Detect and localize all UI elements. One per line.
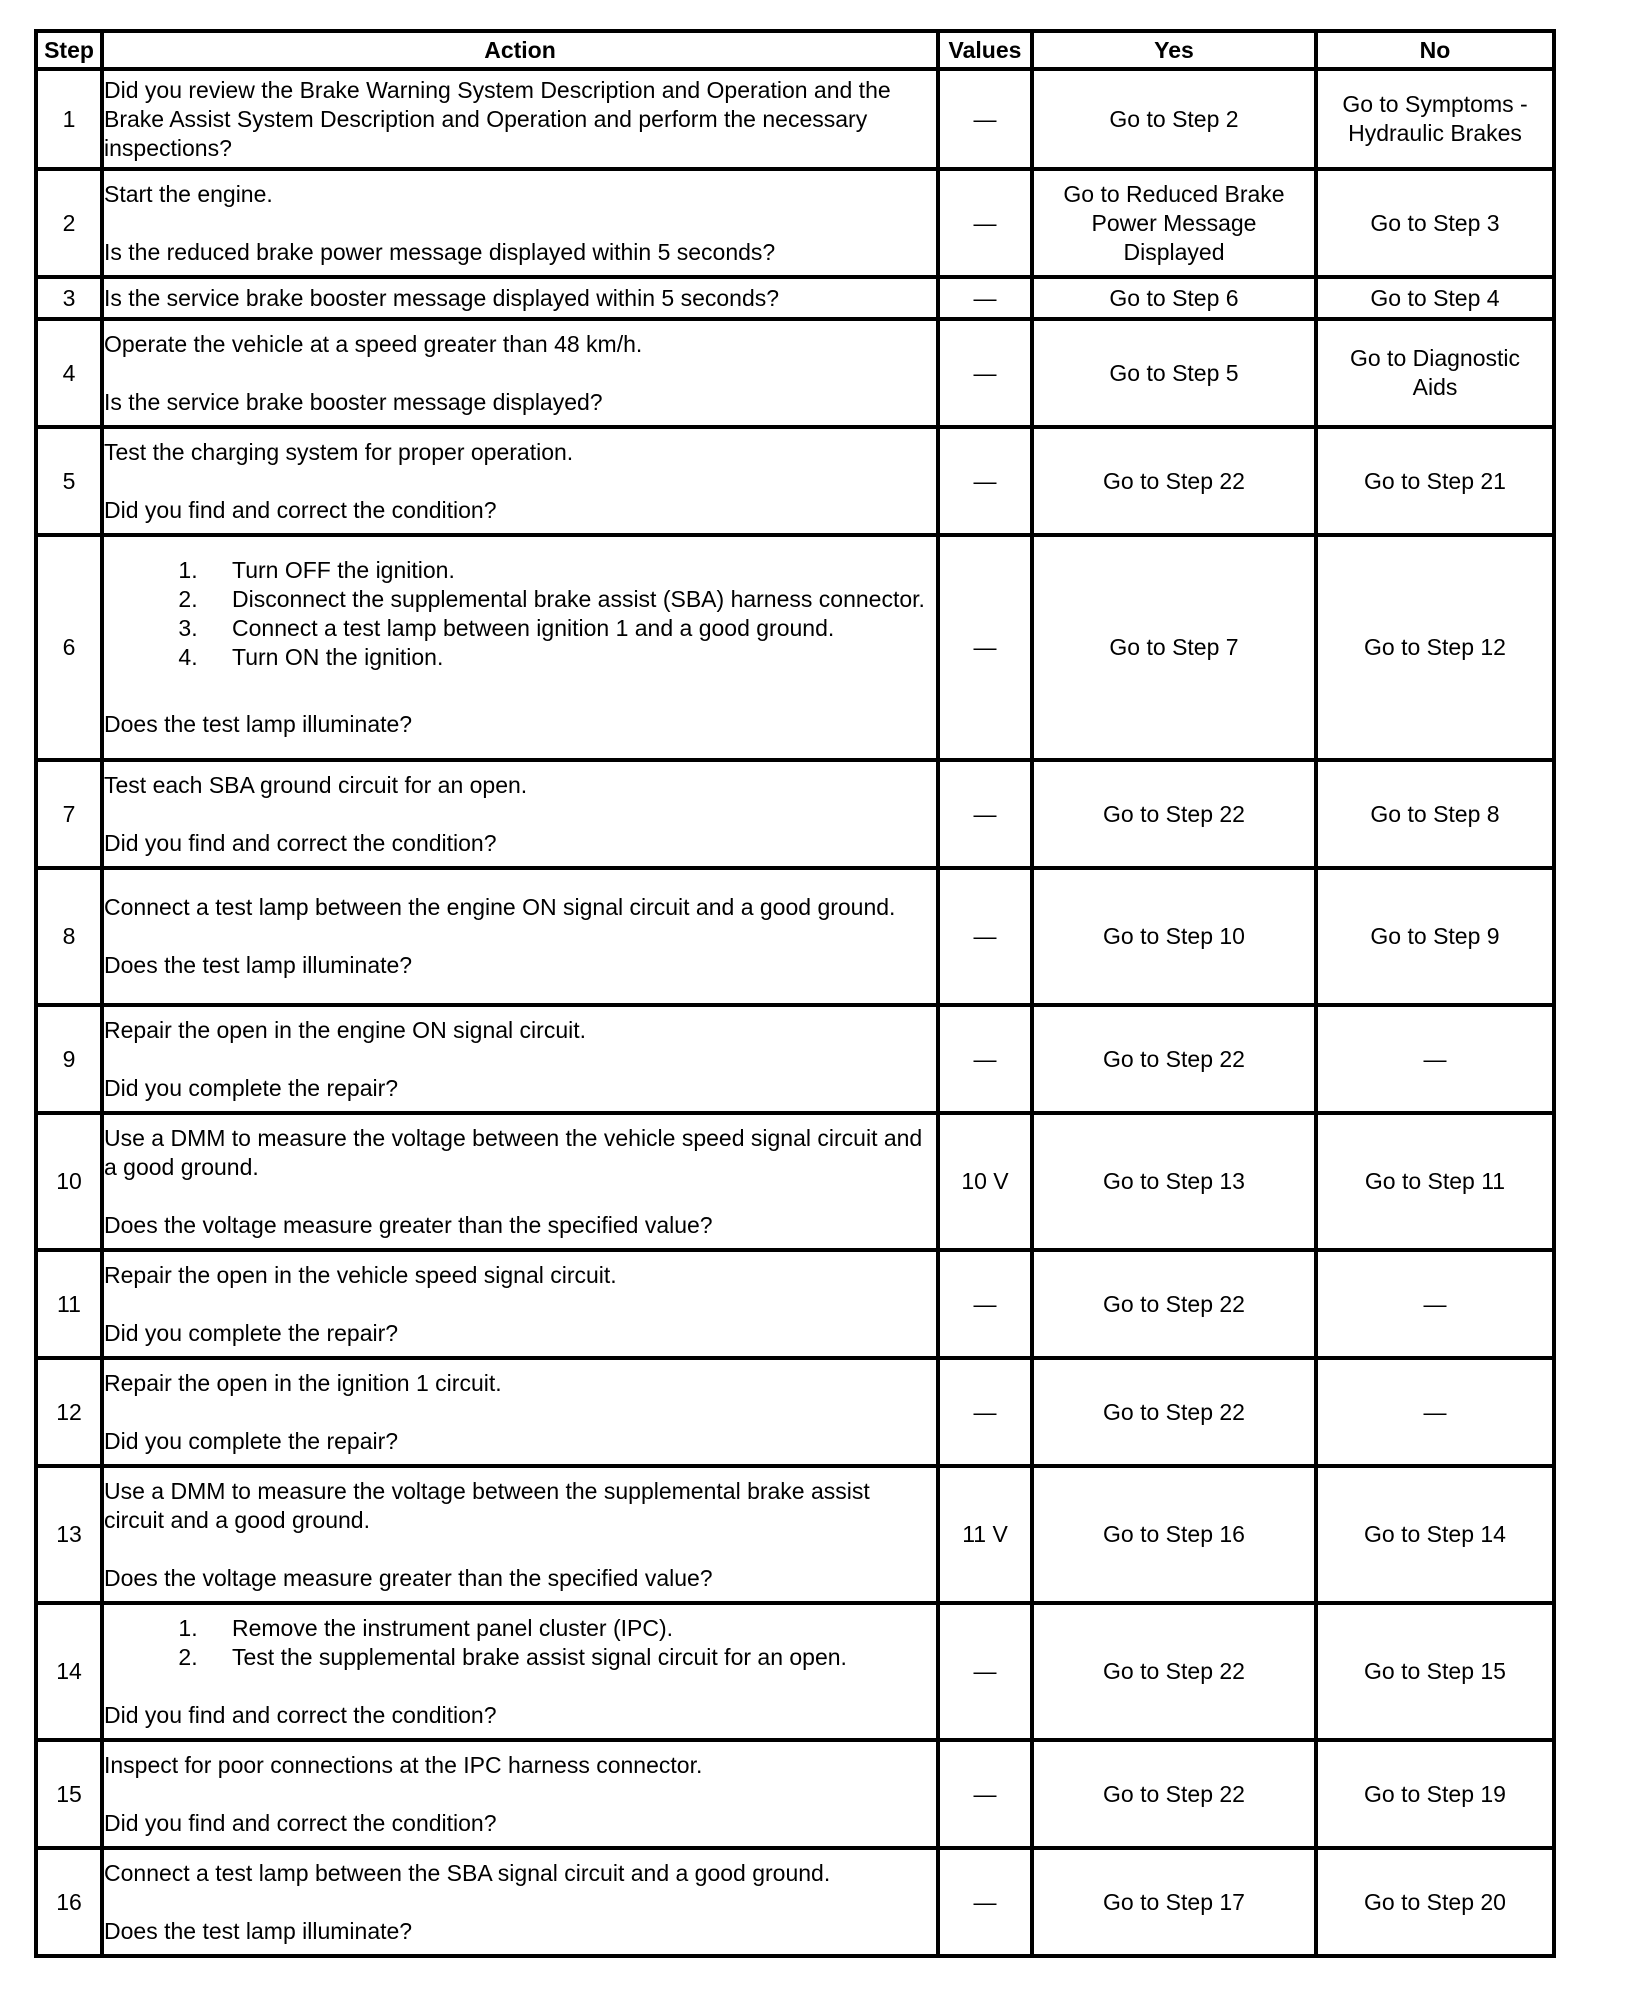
no-cell: — xyxy=(1316,1250,1554,1358)
no-cell: Go to Step 15 xyxy=(1316,1603,1554,1740)
action-cell xyxy=(102,535,938,760)
yes-cell: Go to Step 22 xyxy=(1032,427,1316,535)
yes-cell: Go to Step 22 xyxy=(1032,1603,1316,1740)
header-action: Action xyxy=(102,31,938,69)
action-text: Repair the open in the vehicle speed signal circuit. xyxy=(104,1261,617,1288)
action-text: Did you review the Brake Warning System Description and Operation and the Brake Assist System Description and Operation and perform the necessary inspections? xyxy=(104,76,891,161)
value-cell: 10 V xyxy=(938,1113,1032,1250)
action-cell xyxy=(102,1250,938,1358)
no-cell: Go to Step 21 xyxy=(1316,427,1554,535)
action-steps-list xyxy=(104,556,936,672)
action-cell xyxy=(102,69,938,169)
table-row xyxy=(36,1005,1554,1113)
step-number: 2 xyxy=(36,169,102,277)
table-row xyxy=(36,868,1554,1005)
diagnostic-table xyxy=(34,29,1556,1958)
step-number: 16 xyxy=(36,1848,102,1956)
action-cell xyxy=(102,1358,938,1466)
table-row xyxy=(36,1740,1554,1848)
table-row xyxy=(36,1113,1554,1250)
action-cell xyxy=(102,1113,938,1250)
value-cell: — xyxy=(938,1740,1032,1848)
step-number: 6 xyxy=(36,535,102,760)
value-cell: — xyxy=(938,1603,1032,1740)
table-row xyxy=(36,1358,1554,1466)
action-cell xyxy=(102,427,938,535)
action-question: Did you find and correct the condition? xyxy=(104,1701,497,1728)
action-text: Is the service brake booster message displayed within 5 seconds? xyxy=(104,284,780,311)
action-text: Inspect for poor connections at the IPC harness connector. xyxy=(104,1751,703,1778)
list-item: 1. Remove the instrument panel cluster (IPC). xyxy=(204,1614,936,1643)
action-cell xyxy=(102,319,938,427)
table-row xyxy=(36,277,1554,319)
table-row xyxy=(36,1466,1554,1603)
step-number: 3 xyxy=(36,277,102,319)
action-cell xyxy=(102,1848,938,1956)
list-item: 2. Test the supplemental brake assist signal circuit for an open. xyxy=(204,1643,936,1672)
yes-cell: Go to Step 22 xyxy=(1032,1740,1316,1848)
action-question: Does the voltage measure greater than the specified value? xyxy=(104,1564,713,1591)
table-row xyxy=(36,69,1554,169)
action-question: Is the reduced brake power message displayed within 5 seconds? xyxy=(104,238,776,265)
step-number: 7 xyxy=(36,760,102,868)
no-cell: Go to Step 4 xyxy=(1316,277,1554,319)
step-number: 11 xyxy=(36,1250,102,1358)
value-cell: — xyxy=(938,868,1032,1005)
header-row xyxy=(36,31,1554,69)
action-text: Operate the vehicle at a speed greater than 48 km/h. xyxy=(104,330,643,357)
table-row xyxy=(36,319,1554,427)
step-number: 13 xyxy=(36,1466,102,1603)
action-cell xyxy=(102,277,938,319)
yes-cell: Go to Step 16 xyxy=(1032,1466,1316,1603)
action-cell xyxy=(102,1466,938,1603)
action-steps-list xyxy=(104,1614,936,1672)
action-text: Connect a test lamp between the SBA signal circuit and a good ground. xyxy=(104,1859,831,1886)
step-number: 14 xyxy=(36,1603,102,1740)
action-question: Did you complete the repair? xyxy=(104,1427,399,1454)
action-text: Use a DMM to measure the voltage between the vehicle speed signal circuit and a good ground. xyxy=(104,1124,923,1180)
no-cell xyxy=(1316,319,1554,427)
value-cell: 11 V xyxy=(938,1466,1032,1603)
action-cell xyxy=(102,1005,938,1113)
action-cell xyxy=(102,1603,938,1740)
no-cell: Go to Step 20 xyxy=(1316,1848,1554,1956)
step-number: 9 xyxy=(36,1005,102,1113)
action-question: Is the service brake booster message displayed? xyxy=(104,388,603,415)
list-item: 1. Turn OFF the ignition. xyxy=(204,556,936,585)
yes-cell: Go to Step 10 xyxy=(1032,868,1316,1005)
header-no: No xyxy=(1316,31,1554,69)
no-cell: Go to Step 3 xyxy=(1316,169,1554,277)
table-row xyxy=(36,1848,1554,1956)
action-question: Did you find and correct the condition? xyxy=(104,496,497,523)
no-text: Go to Symptoms - Hydraulic Brakes xyxy=(1342,91,1528,146)
yes-cell: Go to Step 6 xyxy=(1032,277,1316,319)
yes-cell: Go to Step 22 xyxy=(1032,1358,1316,1466)
step-number: 1 xyxy=(36,69,102,169)
step-number: 15 xyxy=(36,1740,102,1848)
step-number: 12 xyxy=(36,1358,102,1466)
list-item: 2. Disconnect the supplemental brake assist (SBA) harness connector. xyxy=(204,585,936,614)
value-cell: — xyxy=(938,1250,1032,1358)
value-cell: — xyxy=(938,1848,1032,1956)
yes-cell: Go to Step 7 xyxy=(1032,535,1316,760)
value-cell: — xyxy=(938,427,1032,535)
action-cell xyxy=(102,868,938,1005)
action-text: Use a DMM to measure the voltage between the supplemental brake assist circuit and a good ground. xyxy=(104,1477,870,1533)
step-number: 8 xyxy=(36,868,102,1005)
no-cell xyxy=(1316,69,1554,169)
action-question: Does the test lamp illuminate? xyxy=(104,711,413,737)
step-number: 10 xyxy=(36,1113,102,1250)
action-question: Does the test lamp illuminate? xyxy=(104,1917,413,1944)
action-question: Did you find and correct the condition? xyxy=(104,1809,497,1836)
value-cell: — xyxy=(938,319,1032,427)
header-step: Step xyxy=(36,31,102,69)
action-question: Does the test lamp illuminate? xyxy=(104,952,413,978)
no-cell: — xyxy=(1316,1358,1554,1466)
yes-cell: Go to Step 5 xyxy=(1032,319,1316,427)
action-cell xyxy=(102,760,938,868)
value-cell: — xyxy=(938,535,1032,760)
value-cell: — xyxy=(938,69,1032,169)
table-row xyxy=(36,1603,1554,1740)
yes-cell: Go to Step 22 xyxy=(1032,760,1316,868)
no-cell: Go to Step 12 xyxy=(1316,535,1554,760)
header-yes: Yes xyxy=(1032,31,1316,69)
yes-cell: Go to Step 22 xyxy=(1032,1005,1316,1113)
action-text: Test the charging system for proper operation. xyxy=(104,438,574,465)
value-cell: — xyxy=(938,1005,1032,1113)
header-values: Values xyxy=(938,31,1032,69)
value-cell: — xyxy=(938,1358,1032,1466)
yes-cell: Go to Step 2 xyxy=(1032,69,1316,169)
value-cell: — xyxy=(938,760,1032,868)
no-text: Go to Diagnostic Aids xyxy=(1349,345,1521,400)
value-cell: — xyxy=(938,169,1032,277)
action-text: Start the engine. xyxy=(104,180,273,207)
table-row xyxy=(36,760,1554,868)
list-item: 3. Connect a test lamp between ignition 1 and a good ground. xyxy=(204,614,936,643)
no-cell: Go to Step 14 xyxy=(1316,1466,1554,1603)
table-row xyxy=(36,535,1554,760)
table-row xyxy=(36,427,1554,535)
value-cell: — xyxy=(938,277,1032,319)
list-item: 4. Turn ON the ignition. xyxy=(204,643,936,672)
no-cell: — xyxy=(1316,1005,1554,1113)
yes-cell: Go to Step 13 xyxy=(1032,1113,1316,1250)
table-row xyxy=(36,1250,1554,1358)
action-text: Repair the open in the ignition 1 circuit. xyxy=(104,1369,502,1396)
action-question: Did you complete the repair? xyxy=(104,1074,399,1101)
action-question: Does the voltage measure greater than the specified value? xyxy=(104,1211,713,1238)
no-cell: Go to Step 9 xyxy=(1316,868,1554,1005)
yes-cell: Go to Step 22 xyxy=(1032,1250,1316,1358)
action-cell xyxy=(102,169,938,277)
action-text: Test each SBA ground circuit for an open. xyxy=(104,771,528,798)
action-question: Did you find and correct the condition? xyxy=(104,829,497,856)
no-cell: Go to Step 11 xyxy=(1316,1113,1554,1250)
yes-cell xyxy=(1032,169,1316,277)
step-number: 4 xyxy=(36,319,102,427)
action-cell xyxy=(102,1740,938,1848)
table-row xyxy=(36,169,1554,277)
action-question: Did you complete the repair? xyxy=(104,1319,399,1346)
action-text: Repair the open in the engine ON signal circuit. xyxy=(104,1016,587,1043)
action-text: Connect a test lamp between the engine ON signal circuit and a good ground. xyxy=(104,894,896,920)
yes-text: Go to Reduced Brake Power Message Displayed xyxy=(1063,180,1285,265)
step-number: 5 xyxy=(36,427,102,535)
yes-cell: Go to Step 17 xyxy=(1032,1848,1316,1956)
no-cell: Go to Step 8 xyxy=(1316,760,1554,868)
no-cell: Go to Step 19 xyxy=(1316,1740,1554,1848)
